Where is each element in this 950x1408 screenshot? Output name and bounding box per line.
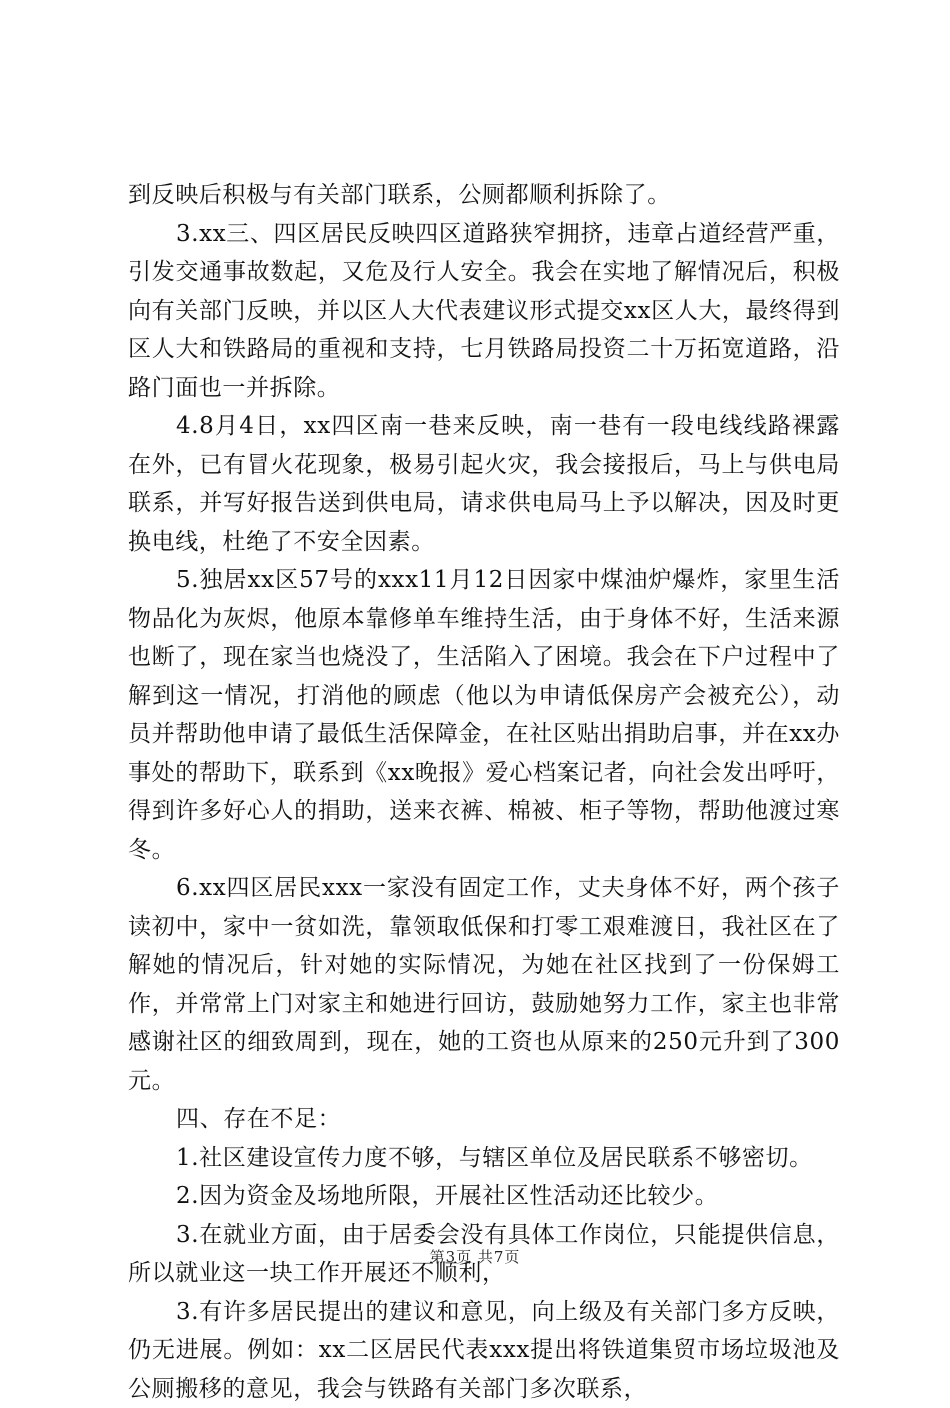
document-body	[128, 176, 840, 1408]
section-heading-shortcomings: 四、存在不足：	[128, 1100, 840, 1139]
paragraph-continuation: 到反映后积极与有关部门联系，公厕都顺利拆除了。	[128, 176, 840, 215]
paragraph-item-4-wiring: 4.8月4日，xx四区南一巷来反映，南一巷有一段电线线路裸露在外，已有冒火花现象，极易引起火灾，我会接报后，马上与供电局联系，并写好报告送到供电局，请求供电局马上予以解决，因及时更换电线，杜绝了不安全因素。	[128, 407, 840, 561]
paragraph-shortcoming-1: 1.社区建设宣传力度不够，与辖区单位及居民联系不够密切。	[128, 1139, 840, 1178]
paragraph-shortcoming-3b: 3.有许多居民提出的建议和意见，向上级及有关部门多方反映，仍无进展。例如：xx二区居民代表xxx提出将铁道集贸市场垃圾池及公厕搬移的意见，我会与铁路有关部门多次联系，	[128, 1293, 840, 1408]
paragraph-shortcoming-2: 2.因为资金及场地所限，开展社区性活动还比较少。	[128, 1177, 840, 1216]
paragraph-item-3-road: 3.xx三、四区居民反映四区道路狭窄拥挤，违章占道经营严重，引发交通事故数起，又危及行人安全。我会在实地了解情况后，积极向有关部门反映，并以区人大代表建议形式提交xx区人大，最终得到区人大和铁路局的重视和支持，七月铁路局投资二十万拓宽道路，沿路门面也一并拆除。	[128, 215, 840, 408]
paragraph-item-6-employment: 6.xx四区居民xxx一家没有固定工作，丈夫身体不好，两个孩子读初中，家中一贫如洗，靠领取低保和打零工艰难渡日，我社区在了解她的情况后，针对她的实际情况，为她在社区找到了一份保姆工作，并常常上门对家主和她进行回访，鼓励她努力工作，家主也非常感谢社区的细致周到，现在，她的工资也从原来的250元升到了300元。	[128, 869, 840, 1100]
paragraph-item-5-fire: 5.独居xx区57号的xxx11月12日因家中煤油炉爆炸，家里生活物品化为灰烬，他原本靠修单车维持生活，由于身体不好，生活来源也断了，现在家当也烧没了，生活陷入了困境。我会在下户过程中了解到这一情况，打消他的顾虑（他以为申请低保房产会被充公），动员并帮助他申请了最低生活保障金，在社区贴出捐助启事，并在xx办事处的帮助下，联系到《xx晚报》爱心档案记者，向社会发出呼吁，得到许多好心人的捐助，送来衣裤、棉被、柜子等物，帮助他渡过寒冬。	[128, 561, 840, 869]
paragraph-shortcoming-3a: 3.在就业方面，由于居委会没有具体工作岗位，只能提供信息，所以就业这一块工作开展还不顺利，	[128, 1216, 840, 1293]
page-number-footer: 第3页 共7页	[0, 1246, 950, 1267]
